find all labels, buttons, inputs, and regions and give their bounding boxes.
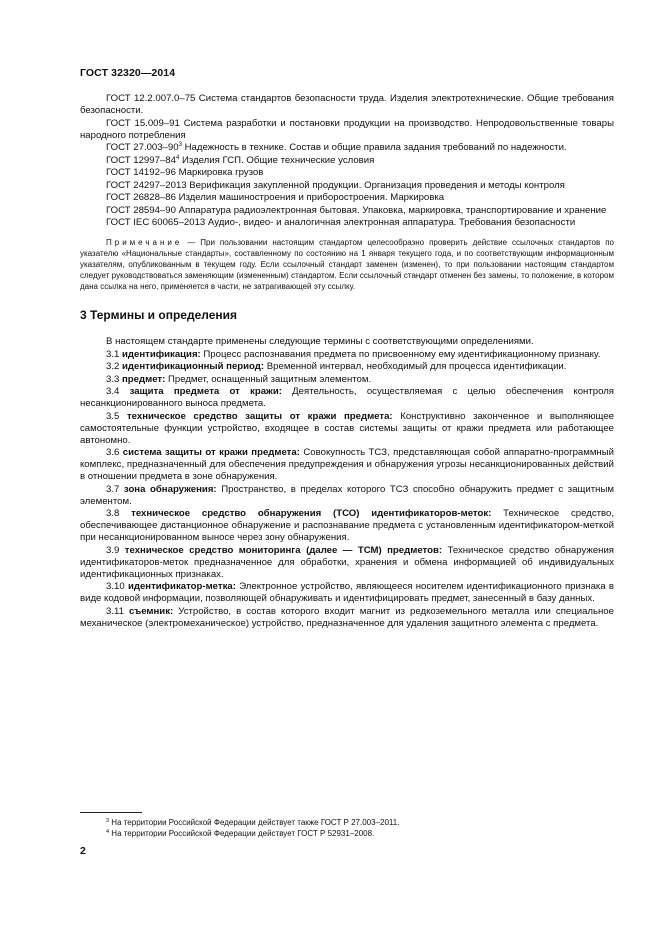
term-definition: 3.3 предмет: Предмет, оснащенный защитным элементом. [106,373,372,385]
term-name: система защиты от кражи предмета: [122,447,300,458]
reference-item: ГОСТ 14192–96 Маркировка грузов [106,167,264,178]
note-text: — При пользовании настоящим стандартом целесообразно проверить действие ссылочных стандартов по указателю «Национальные стандарты», составленному по состоянию на 1 января текущего года, и по соответствующим информационным указателям, опубликованным в текущем году. Если ссылочный стандарт заменен (изменен), то при пользовании настоящим стандартом следует руководствоваться заменяющим (измененным) стандартом. Если ссылочный стандарт отменен без замены, то положение, в котором дана ссылка на него, применяется в части, не затрагивающей эту ссылку. [80,238,614,291]
term-name: техническое средство защиты от кражи предмета: [126,410,393,422]
reference-item: ГОСТ 24297–2013 Верификация закупленной продукции. Организация проведения и методы контроля [106,179,565,191]
reference-item: ГОСТ 28594–90 Аппаратура радиоэлектронная бытовая. Упаковка, маркировка, транспортирование и хранение [106,204,607,216]
term-name: техническое средство мониторинга (далее — ТСМ) предметов: [124,544,443,556]
section-intro: В настоящем стандарте применены следующие термины с соответствующими определениями. [106,336,534,347]
terms-list [80,349,614,630]
term-name: зона обнаружения: [123,483,217,495]
term-definition: 3.5 техническое средство защиты от кражи предмета: Конструктивно законченное и выполняющее самостоятельные функции устройство, входящее в состав системы защиты от кражи предмета или работающее автономно. [80,410,614,446]
page-header: ГОСТ 32320—2014 [80,67,176,79]
term-name: идентификационный период: [122,361,265,372]
footnote: $^4$ На территории Российской Федерации действует ГОСТ Р 52931–2008. [106,829,375,838]
note [80,237,614,292]
reference-item: ГОСТ $12997-84^4$ Изделия ГСП. Общие технические условия [106,154,375,166]
term-definition: 3.7 зона обнаружения: Пространство, в пределах которого ТСЗ способно обнаружить предмет с защитным элементом. [80,483,614,507]
term-definition: 3.6 система защиты от кражи предмета: Совокупность ТСЗ, представляющая собой аппаратно-программный комплекс, предназначенный для обеспечения предупреждения и обнаружения угрозы несанкционированных действий в отношении предмета в зоне обнаружения. [80,447,614,482]
page-number: 2 [80,845,86,857]
term-name: защита предмета от кражи: [129,386,282,397]
reference-item: ГОСТ 15.009–91 Система разработки и постановки продукции на производство. Непродовольственные товары народного потребления [80,117,614,141]
footnotes [80,817,614,839]
footnote-ref: 4 [175,154,180,161]
footnote-ref: 3 [178,142,182,148]
term-name: техническое средство обнаружения (ТСО) идентификаторов-меток: [131,508,492,519]
term-name: идентификация: [122,348,201,360]
note-label: Примечание [106,238,183,247]
reference-item: ГОСТ 12.2.007.0–75 Система стандартов безопасности труда. Изделия электротехнические. Общие требования безопасности. [80,93,614,116]
term-name: предмет: [122,373,166,385]
references-list [80,93,614,229]
footnote: $^3$ На территории Российской Федерации действует также ГОСТ Р 27.003–2011. [106,818,400,827]
term-name: съемник: [129,605,174,617]
reference-item: ГОСТ 26828–86 Изделия машиностроения и приборостроения. Маркировка [106,192,445,203]
term-definition: 3.1 идентификация: Процесс распознавания предмета по присвоенному ему идентификационному признаку. [106,348,601,360]
term-definition: 3.8 техническое средство обнаружения (ТСО) идентификаторов-меток: Техническое средство, обеспечивающее дистанционное обнаружение и распознавание предмета с установленным идентификатором-меткой при несанкционированном выносе через зону обнаружения. [80,508,615,543]
term-definition: 3.2 идентификационный период: Временной интервал, необходимый для процесса идентификации. [106,361,567,372]
footnote-divider [80,812,142,813]
reference-item: ГОСТ $27.003-90^3$ Надежность в технике. Состав и общие правила задания требований по надежности. [106,142,567,153]
term-definition: 3.11 съемник: Устройство, в состав которого входит магнит из редкоземельного металла или специальное механическое (электромеханическое) устройство, предназначенное для удаления защитного элемента с предмета. [80,605,614,629]
reference-item: ГОСТ IEC 60065–2013 Аудио-, видео- и аналогичная электронная аппаратура. Требования безопасности [106,217,576,228]
term-definition: 3.9 техническое средство мониторинга (далее — ТСМ) предметов: Техническое средство обнаружения идентификаторов-меток предназначенное для обработки, хранения и обмена информацией об индивидуальных идентификационных признаках. [80,544,615,580]
section-title: 3 Термины и определения [80,308,238,322]
page-content [80,93,614,630]
term-definition: 3.10 идентификатор-метка: Электронное устройство, являющееся носителем идентификационного признака в виде кодовой информации, позволяющей обнаруживать и идентифицировать предмет, занесенный в базу данных. [80,581,615,604]
term-definition: 3.4 защита предмета от кражи: Деятельность, осуществляемая с целью обеспечения контроля несанкционированного выноса предмета. [80,386,614,409]
term-name: идентификатор-метка: [127,581,236,592]
